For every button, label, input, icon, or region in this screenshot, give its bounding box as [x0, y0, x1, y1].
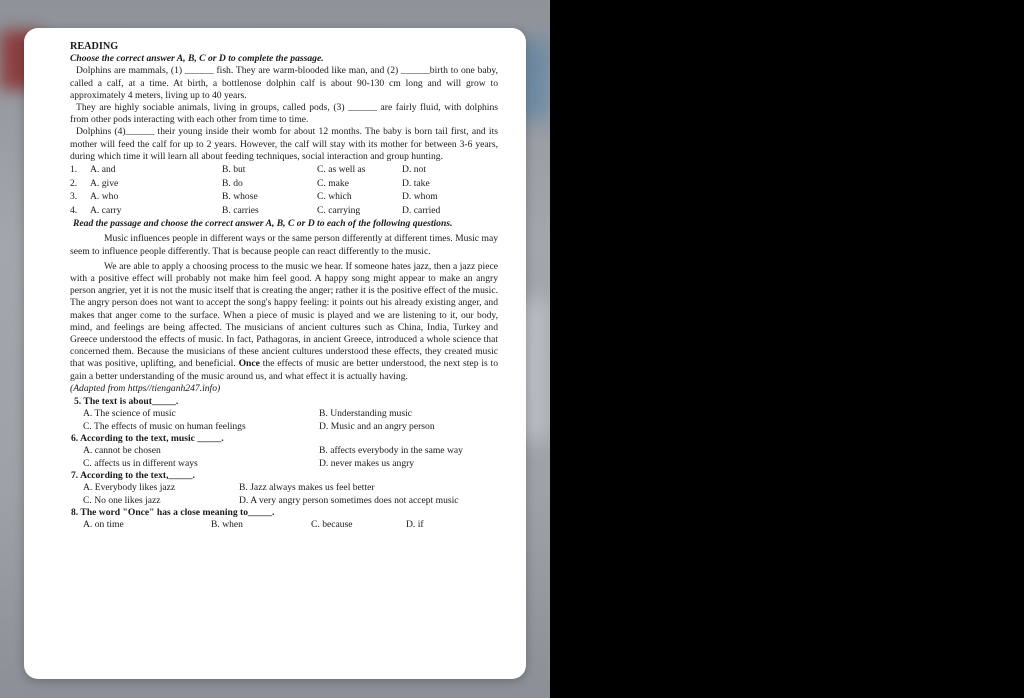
option-c: C. as well as: [317, 163, 366, 175]
option-a: A. Everybody likes jazz: [83, 482, 176, 494]
question-5-row-2: [70, 421, 498, 433]
cloze-question-2: [70, 177, 498, 191]
option-d: D. take: [402, 177, 430, 189]
question-6-row-2: [70, 458, 498, 470]
question-6-row-1: [70, 445, 498, 457]
comprehension-questions: [70, 396, 498, 532]
option-c: C. make: [317, 177, 349, 189]
once-keyword: Once: [238, 358, 260, 370]
option-c: C. No one likes jazz: [83, 494, 161, 506]
option-a: A. give: [90, 177, 119, 189]
part2-instruction: Read the passage and choose the correct answer A, B, C or D to each of the following questions.: [73, 218, 453, 230]
question-number: 2.: [70, 177, 78, 189]
cloze-question-1: [70, 163, 498, 177]
option-b: B. do: [222, 177, 243, 189]
option-b: B. affects everybody in the same way: [319, 445, 463, 457]
option-a: A. cannot be chosen: [83, 445, 161, 457]
option-a: A. and: [90, 163, 116, 175]
worksheet-content: [70, 41, 498, 532]
music-paragraph-2: [70, 261, 498, 383]
question-5-row-1: [70, 408, 498, 420]
question-6-title: 6. According to the text, music _____.: [71, 433, 224, 445]
question-number: 1.: [70, 163, 78, 175]
cloze-options: [70, 163, 498, 218]
cloze-question-3: [70, 191, 498, 205]
question-8-row: [70, 519, 498, 531]
option-b: B. whose: [222, 191, 258, 203]
question-7-row-1: [70, 482, 498, 494]
source-citation: (Adapted from https//tienganh247.info): [70, 382, 221, 394]
dolphin-paragraph-1: Dolphins are mammals, (1) ______ fish. They are warm-blooded like man, and (2) ______birth to one baby, called a calf, at a time. At birth, a bottlenose dolphin calf is about 90-130 cm long and will grow to approximately 4 meters, living up to 40 years.: [70, 65, 498, 101]
question-8-title: 8. The word "Once" has a close meaning to_____.: [71, 507, 275, 519]
option-d: D. never makes us angry: [319, 457, 415, 469]
option-c: C. which: [317, 191, 352, 203]
option-c: C. carrying: [317, 205, 361, 217]
reading-heading: READING: [70, 41, 119, 52]
option-d: D. whom: [402, 191, 438, 203]
music-paragraph-1: Music influences people in different ways or the same person differently at different times. Music may seem to influence people differently. That is because people can react differently to the music.: [70, 233, 498, 257]
option-c: C. affects us in different ways: [83, 457, 198, 469]
option-b: B. but: [222, 163, 246, 175]
dolphin-paragraph-2: They are highly sociable animals, living in groups, called pods, (3) ______ are fairly fluid, with dolphins from other pods interacting with each other from time to time.: [70, 102, 498, 126]
question-7-title: 7. According to the text,_____.: [71, 470, 195, 482]
option-d: D. if: [406, 519, 424, 531]
option-a: A. The science of music: [83, 408, 176, 420]
option-b: B. carries: [222, 205, 259, 217]
option-d: D. Music and an angry person: [319, 420, 435, 432]
option-b: B. Jazz always makes us feel better: [239, 482, 375, 494]
option-d: D. carried: [402, 205, 441, 217]
question-7-row-2: [70, 495, 498, 507]
option-d: D. A very angry person sometimes does not accept music: [239, 494, 459, 506]
question-5-title: 5. The text is about_____.: [74, 396, 179, 408]
music-paragraph-2-start: We are able to apply a choosing process to the music we hear. If someone hates jazz, then a jazz piece with a positive effect will probably not make him feel good. A happy song might appear to make an angry person angrier, yet it is not the music itself that is creating the anger; rather it is the positive effect of the music. The angry person does not want to accept the song's happy feeling: it points out his already existing anger, and makes that anger come to the surface. When a piece of music is played and we are listening to it, our body, mind, and feelings are being affected. The musicians of ancient cultures such as China, India, Turkey and Greece understood the effects of music. In fact, Pathagoras, in ancient Greece, introduced a whole science that concerned them. Because the musicians of these ancient cultures understood these effects, they created music that was positive, uplifting, and beneficial.: [70, 260, 498, 370]
option-b: B. when: [211, 519, 243, 531]
worksheet-page: [24, 28, 526, 679]
part1-instruction: Choose the correct answer A, B, C or D to complete the passage.: [70, 53, 324, 65]
cloze-question-4: [70, 204, 498, 218]
dolphin-paragraph-3: Dolphins (4)______ their young inside their womb for about 12 months. The baby is born tail first, and its mother will feed the calf for up to 2 years. However, the calf will stay with its mother for between 3-6 years, during which time it will learn all about feeding techniques, social interaction and group hunting.: [70, 126, 498, 162]
option-d: D. not: [402, 163, 426, 175]
option-c: C. The effects of music on human feelings: [83, 420, 246, 432]
option-a: A. who: [90, 191, 119, 203]
option-c: C. because: [311, 519, 353, 531]
option-a: A. on time: [83, 519, 124, 531]
question-number: 3.: [70, 191, 78, 203]
music-paragraph-2-end: the effects of music are better understood, the next step is to gain a better understanding of the music around us, and what effect it is actually having.: [70, 358, 499, 382]
question-number: 4.: [70, 205, 78, 217]
option-b: B. Understanding music: [319, 408, 412, 420]
option-a: A. carry: [90, 205, 122, 217]
